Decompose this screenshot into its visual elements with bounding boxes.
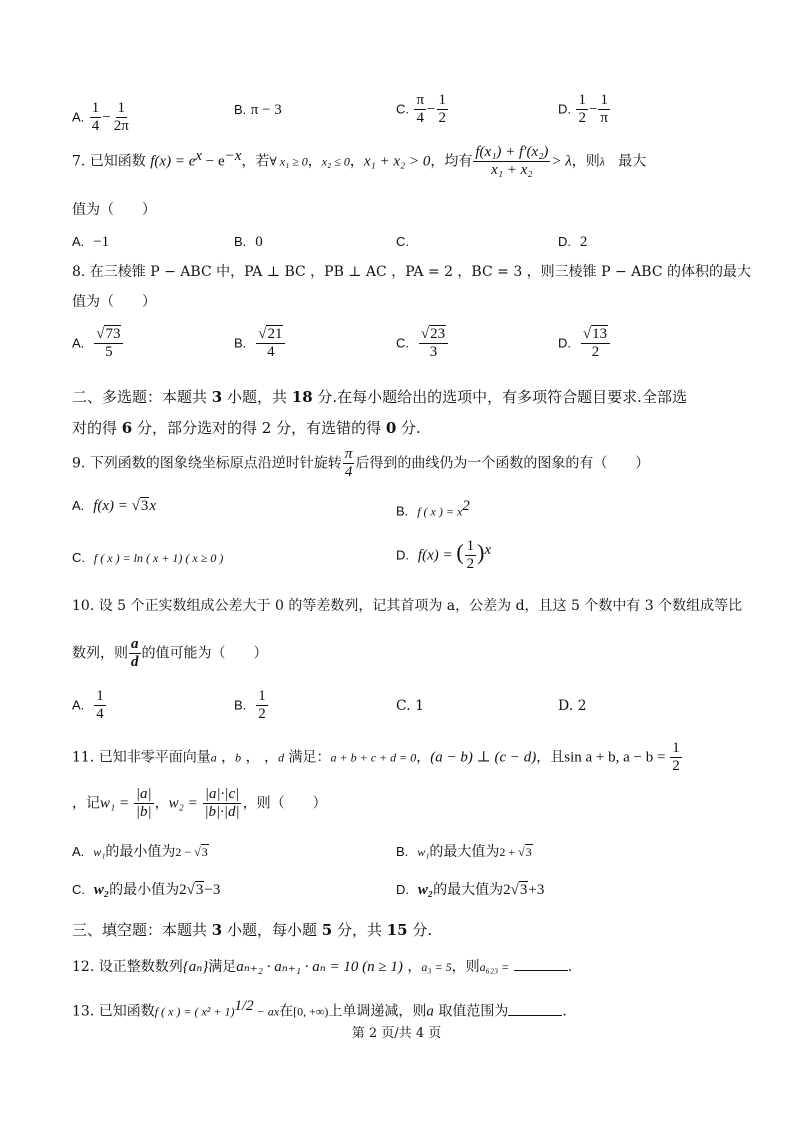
q11-option-c: C. w₂的最小值为2√3−3 <box>72 882 221 898</box>
q13-stem: 13. 已知函数f ( x ) = ( x² + 1)$^{1/2}$ − ax在[0, +∞)上单调递减，则a 取值范围为 . <box>72 998 567 1020</box>
section2-line2: 对的得 6 分，部分选对的得 2 分，有选错的得 0 分. <box>72 419 421 437</box>
q6-option-d: D. $\frac{1}{2}$ − $\frac{1}{\pi}$ <box>558 92 608 126</box>
q8-line2: 值为（ ） <box>72 294 156 310</box>
q8-option-d: D. $\frac{√13}{2}$ <box>558 326 611 361</box>
q12-stem: 12. 设正整数数列{aₙ}满足aₙ₊₂ · aₙ₊₁ · aₙ = 10 (n ≥ 1) ，a₃ = 5，则a₆₂₃ = . <box>72 956 572 977</box>
section3-heading: 三、填空题：本题共 3 小题，每小题 5 分，共 15 分. <box>72 921 433 939</box>
q9-option-d: D. f(x) = ( $\frac{1}{2}$ )$^x$ <box>396 538 492 572</box>
q11-option-a: A. w₁的最小值为2 − √3 <box>72 844 208 860</box>
page-footer: 第 2 页/共 4 页 <box>351 1026 442 1041</box>
q11-option-d: D. w₂的最大值为2√3+3 <box>396 882 545 898</box>
fraction: $\frac{1}{2\pi}$ <box>113 100 129 134</box>
answer-blank[interactable] <box>514 956 568 971</box>
q7-option-a: A. −1 <box>72 234 110 250</box>
q8-option-c: C. $\frac{√23}{3}$ <box>396 326 449 361</box>
q8-option-b: B. $\frac{√21}{4}$ <box>234 326 286 361</box>
q7-option-b: B. 0 <box>234 234 263 250</box>
fraction: $\frac{1}{4}$ <box>91 100 100 134</box>
q11-stem: 11. 已知非零平面向量a ，b ， ，d 满足：a + b + c + d = 0，(a − b) ⊥ (c − d)，且sin a + b, a − b = $\frac{1}{2}$ <box>72 740 680 774</box>
q9-stem: 9. 下列函数的图象绕坐标原点沿逆时针旋转 $\frac{\pi}{4}$ 后得到的曲线仍为一个函数的图象的有（ ） <box>72 446 650 480</box>
q7-stem: 7. 已知函数 $f(x) = e^x - e^{-x}$，若∀ x₁ ≥ 0，x₂ ≤ 0，x₁ + x₂ > 0，均有 $\frac{\text{f(x₁) + f′(x₂)}}{\text{x₁ + x₂}}$ > λ，则λ 最大 <box>72 144 647 178</box>
q6-option-c: C. $\frac{\pi}{4}$ − $\frac{1}{2}$ <box>396 92 446 126</box>
section2-heading: 二、多选题：本题共 3 小题，共 18 分.在每小题给出的选项中，有多项符合题目要求.全部选 <box>72 388 687 406</box>
q11-line2: ，记w₁ = $\frac{|a|}{|b|}$ ，w₂ = $\frac{|a|\cdot|c|}{|b|\cdot|d|}$ ，则（ ） <box>72 786 327 820</box>
answer-blank[interactable] <box>508 1001 562 1016</box>
q9-option-a: A. f(x) = √3x <box>72 498 157 514</box>
q6-option-b: B. π − 3 <box>234 102 282 118</box>
fraction: $\frac{a}{d}$ <box>131 636 139 670</box>
q7-option-c: C. <box>396 234 409 249</box>
q10-line2: 数列，则 $\frac{a}{d}$ 的值可能为（ ） <box>72 636 268 670</box>
q10-option-b: B. $\frac{1}{2}$ <box>234 688 266 722</box>
q10-option-a: A. $\frac{1}{4}$ <box>72 688 104 722</box>
q10-option-c: C. 1 <box>396 698 425 714</box>
q10-stem: 10. 设 5 个正实数组成公差大于 0 的等差数列，记其首项为 a，公差为 d，且这 5 个数中有 3 个数组成等比 <box>72 598 743 614</box>
q7-line2: 值为（ ） <box>72 202 156 218</box>
q9-option-c: C. f ( x ) = ln ( x + 1) ( x ≥ 0 ) <box>72 550 224 565</box>
q11-option-b: B. w₁的最大值为2 + √3 <box>396 844 532 860</box>
q8-option-a: A. $\frac{√73}{5}$ <box>72 326 124 361</box>
q6-option-a: A. $\frac{1}{4}$ − $\frac{1}{2\pi}$ <box>72 100 129 134</box>
q7-option-d: D. 2 <box>558 234 588 250</box>
fraction: $\frac{\text{f(x₁) + f′(x₂)}}{\text{x₁ + x₂}}$ <box>475 144 549 178</box>
fraction: $\frac{\pi}{4}$ <box>344 446 353 480</box>
q9-option-b: B. f ( x ) = $x^2$ <box>396 498 470 519</box>
q10-option-d: D. 2 <box>558 698 587 714</box>
q8-stem: 8. 在三棱锥 P − ABC 中，PA ⊥ BC ，PB ⊥ AC ，PA = 2 ，BC = 3 ，则三棱锥 P − ABC 的体积的最大 <box>72 264 751 280</box>
